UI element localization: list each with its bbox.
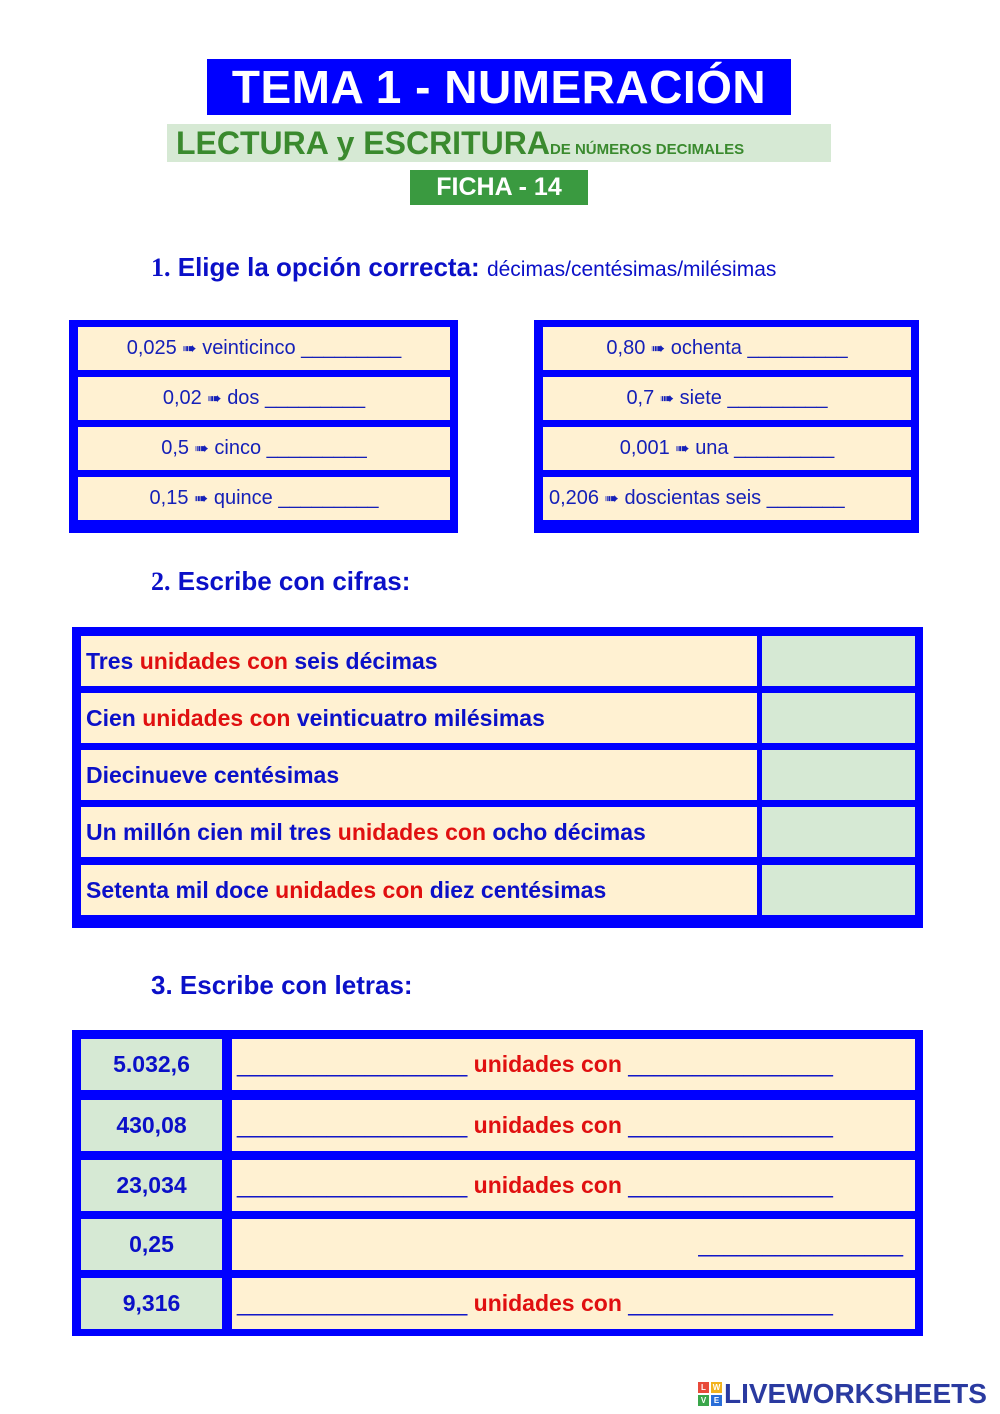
arrow-right-icon: ➠ [182,339,197,358]
number-cell: 430,08 [81,1100,222,1151]
sheet-number-badge: FICHA - 14 [410,170,588,205]
answer-blank[interactable]: _________ [747,337,848,359]
number-cell: 5.032,6 [81,1039,222,1090]
number-word: siete [679,387,722,409]
answer-input[interactable] [762,636,915,686]
number-word: ochenta [670,337,742,359]
answer-blank[interactable]: _________ [301,337,402,359]
arrow-right-icon: ➠ [659,389,675,408]
decimal-number: 0,206 [549,487,600,509]
phrase-cell: Un millón cien mil tres unidades con ocho décimas [81,807,757,857]
answer-input[interactable] [762,807,915,857]
worksheet-title: TEMA 1 - NUMERACIÓN [207,59,791,115]
section2-table [72,627,923,928]
phrase-cell: Tres unidades con seis décimas [81,636,757,686]
option-row[interactable] [543,377,911,420]
phrase-cell: Cien unidades con veinticuatro milésimas [81,693,757,743]
logo-tile: W [712,1383,721,1392]
section2-number: 2. [151,567,171,596]
answer-cell[interactable]: __________________ unidades con ________________ [232,1100,915,1151]
section3-number: 3. [151,970,173,1000]
answer-blank[interactable]: _________ [734,437,835,459]
arrow-right-icon: ➠ [604,489,619,508]
section3-instruction: Escribe con letras: [179,970,413,1000]
option-row[interactable] [543,427,911,470]
section3-heading [151,970,413,1001]
option-row[interactable] [78,377,450,420]
decimal-number: 0,80 [606,337,646,359]
logo-tile: L [698,1382,709,1393]
phrase-cell: Setenta mil doce unidades con diez centésimas [81,865,757,915]
answer-blank[interactable]: _________ [265,387,366,409]
answer-cell[interactable]: __________________ unidades con ________________ [232,1278,915,1329]
decimal-number: 0,15 [149,487,189,509]
arrow-right-icon: ➠ [194,439,209,458]
section2-heading [151,566,410,597]
option-row[interactable] [78,327,450,370]
section1-hint: décimas/centésimas/milésimas [486,258,777,281]
option-row[interactable] [543,477,911,520]
decimal-number: 0,025 [126,337,177,359]
number-word: veinticinco [202,337,296,359]
decimal-number: 0,001 [619,437,670,459]
arrow-right-icon: ➠ [650,339,666,358]
answer-blank[interactable]: _________ [266,437,367,459]
number-cell: 0,25 [81,1219,222,1270]
liveworksheets-logo [698,1378,987,1410]
answer-cell[interactable]: __________________ unidades con ________________ [232,1160,915,1211]
number-cell: 23,034 [81,1160,222,1211]
number-word: quince [213,487,273,509]
arrow-right-icon: ➠ [207,389,222,408]
section1-left-box [69,320,458,533]
arrow-right-icon: ➠ [675,439,690,458]
number-word: doscientas seis [624,487,762,509]
logo-tile: E [711,1395,722,1406]
section1-right-box [534,320,919,533]
answer-cell[interactable]: __________________ unidades con ________________ [232,1039,915,1090]
decimal-number: 0,5 [161,437,190,459]
answer-blank[interactable]: _________ [727,387,828,409]
number-cell: 9,316 [81,1278,222,1329]
logo-text: LIVEWORKSHEETS [724,1378,987,1409]
answer-blank[interactable]: _______ [766,487,845,509]
answer-input[interactable] [762,693,915,743]
phrase-cell: Diecinueve centésimas [81,750,757,800]
subtitle-main: LECTURA y ESCRITURA [176,125,550,161]
number-word: dos [227,387,260,409]
answer-input[interactable] [762,865,915,915]
section1-heading [151,252,776,283]
answer-blank[interactable]: _________ [278,487,379,509]
section2-instruction: Escribe con cifras: [177,566,411,596]
logo-tile: V [698,1395,709,1406]
decimal-number: 0,02 [162,387,202,409]
number-word: cinco [214,437,262,459]
answer-cell[interactable]: ________________ [232,1219,915,1270]
answer-input[interactable] [762,750,915,800]
decimal-number: 0,7 [626,387,655,409]
section1-instruction: Elige la opción correcta: [177,252,480,282]
arrow-right-icon: ➠ [194,489,209,508]
worksheet-subtitle [167,124,831,162]
number-word: una [695,437,729,459]
option-row[interactable] [78,477,450,520]
section1-number: 1. [151,253,171,282]
option-row[interactable] [543,327,911,370]
logo-icon [698,1382,722,1406]
subtitle-small: DE NÚMEROS DECIMALES [549,141,745,158]
option-row[interactable] [78,427,450,470]
section3-table [72,1030,923,1336]
